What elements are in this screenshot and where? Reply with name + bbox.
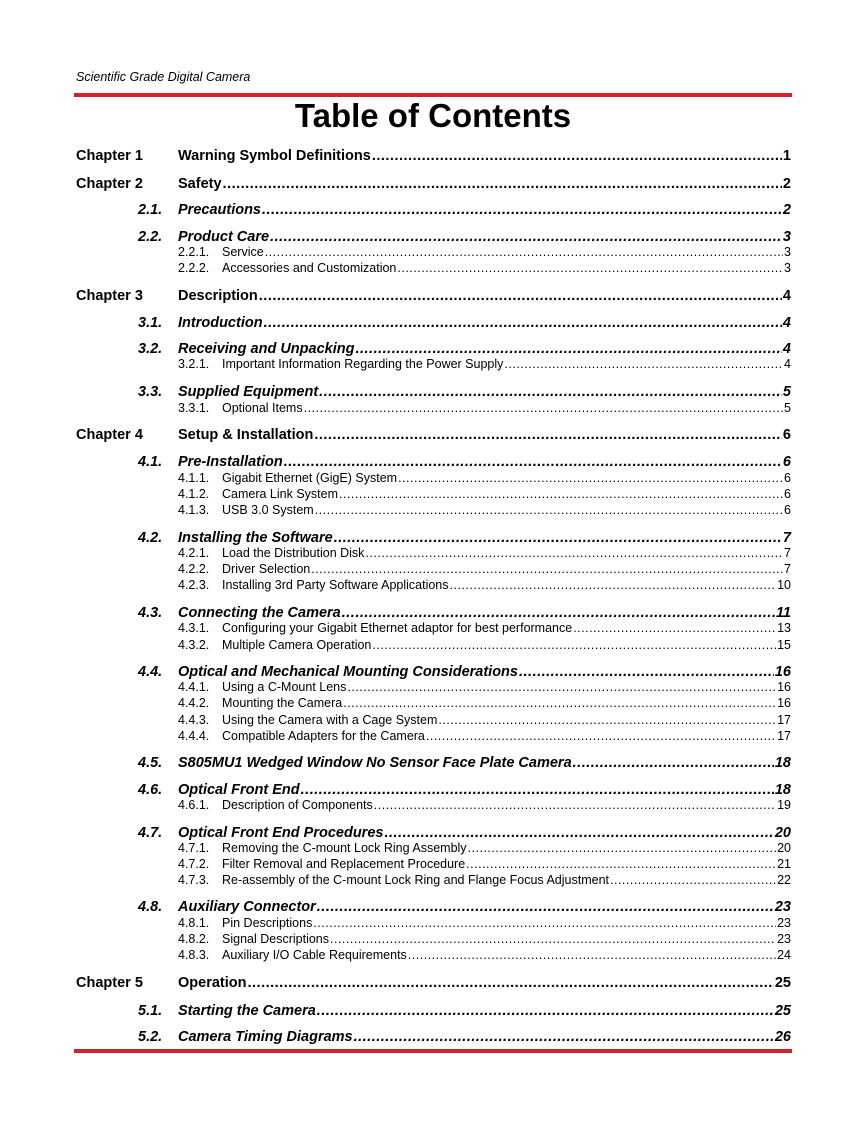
toc-entry-number-text: 5.1. <box>138 1003 163 1019</box>
toc-entry-number: 3.2.1. <box>178 357 210 371</box>
toc-dot-leader <box>408 948 776 962</box>
toc-dot-leader <box>573 621 776 635</box>
toc-entry[interactable] <box>76 315 791 331</box>
toc-entry-number: 3.3.1. <box>178 401 210 415</box>
toc-entry-number-text: 4.5. <box>138 755 163 771</box>
toc-entry-title: Setup & Installation <box>178 427 314 443</box>
toc-dot-leader <box>610 873 776 887</box>
running-header: Scientific Grade Digital Camera <box>76 70 251 84</box>
toc-entry-title: Warning Symbol Definitions <box>178 148 371 164</box>
toc-entry-title: Important Information Regarding the Power Supply <box>222 357 504 371</box>
toc-entry-title: Accessories and Customization <box>222 261 397 275</box>
toc-dot-leader <box>339 487 783 501</box>
toc-entry-number: 4.4.1. <box>178 680 210 694</box>
toc-dot-leader <box>342 605 775 621</box>
toc-entry-number-text: 4.6. <box>138 782 163 798</box>
toc-entry[interactable] <box>76 975 791 991</box>
toc-entry[interactable] <box>76 546 791 560</box>
toc-entry[interactable] <box>76 530 791 546</box>
toc-entry-title: Filter Removal and Replacement Procedure <box>222 857 466 871</box>
toc-entry-page: 18 <box>774 755 791 771</box>
toc-entry[interactable] <box>76 916 791 930</box>
toc-entry[interactable] <box>76 401 791 415</box>
toc-dot-leader <box>426 729 776 743</box>
toc-entry-page: 2 <box>782 176 791 192</box>
toc-dot-leader <box>334 530 782 546</box>
toc-entry[interactable] <box>76 932 791 946</box>
toc-entry-number: 4.3.1. <box>178 621 210 635</box>
toc-entry-number <box>76 229 178 245</box>
toc-entry-title: Receiving and Unpacking <box>178 341 355 357</box>
toc-entry-page: 6 <box>782 427 791 443</box>
toc-dot-leader <box>259 288 782 304</box>
toc-entry-number: Chapter 3 <box>76 288 143 304</box>
toc-entry-page: 20 <box>777 841 791 855</box>
toc-entry-number: 4.4.3. <box>178 713 210 727</box>
toc-entry[interactable] <box>76 357 791 371</box>
toc-entry[interactable] <box>76 899 791 915</box>
toc-entry-number: 4.4.4. <box>178 729 210 743</box>
toc-entry-number <box>76 605 178 621</box>
toc-dot-leader <box>504 357 783 371</box>
toc-entry-number: 4.1.1. <box>178 471 210 485</box>
toc-entry-page: 19 <box>777 798 791 812</box>
toc-entry-title: Signal Descriptions <box>222 932 329 946</box>
toc-entry[interactable] <box>76 841 791 855</box>
toc-entry-number: 4.8.3. <box>178 948 210 962</box>
toc-entry-title: Optical and Mechanical Mounting Considerations <box>178 664 518 680</box>
toc-entry-number: Chapter 4 <box>76 427 143 443</box>
toc-entry-number: 4.2.1. <box>178 546 210 560</box>
toc-entry-number: 2.2.2. <box>178 261 210 275</box>
toc-entry-title: Removing the C-mount Lock Ring Assembly <box>222 841 467 855</box>
toc-entry[interactable] <box>76 696 791 710</box>
toc-entry-title: Introduction <box>178 315 263 331</box>
toc-entry-number-text: 2.2. <box>138 229 163 245</box>
toc-entry[interactable] <box>76 1029 791 1045</box>
toc-entry-page: 25 <box>774 975 791 991</box>
toc-entry-title: Gigabit Ethernet (GigE) System <box>222 471 398 485</box>
toc-entry-number-text: 3.1. <box>138 315 163 331</box>
toc-entry-number: 4.7.2. <box>178 857 210 871</box>
toc-entry-number: 4.8.1. <box>178 916 210 930</box>
toc-entry-page: 4 <box>782 341 791 357</box>
toc-entry-page: 21 <box>777 857 791 871</box>
toc-entry[interactable] <box>76 664 791 680</box>
toc-entry-number <box>76 341 178 357</box>
toc-dot-leader <box>223 176 782 192</box>
toc-dot-leader <box>265 245 783 259</box>
toc-entry-number <box>76 899 178 915</box>
toc-entry[interactable] <box>76 487 791 501</box>
toc-entry-page: 17 <box>777 713 791 727</box>
toc-dot-leader <box>264 315 782 331</box>
toc-entry-page: 16 <box>777 696 791 710</box>
toc-dot-leader <box>397 261 783 275</box>
toc-dot-leader <box>573 755 774 771</box>
toc-entry[interactable] <box>76 680 791 694</box>
toc-dot-leader <box>384 825 773 841</box>
toc-entry-number-text: 4.2. <box>138 530 163 546</box>
toc-dot-leader <box>372 638 776 652</box>
toc-entry-number: Chapter 2 <box>76 176 143 192</box>
toc-dot-leader <box>301 782 774 798</box>
toc-entry-number: 4.2.2. <box>178 562 210 576</box>
toc-entry-number: 4.6.1. <box>178 798 210 812</box>
toc-entry[interactable] <box>76 638 791 652</box>
toc-dot-leader <box>519 664 774 680</box>
toc-dot-leader <box>450 578 777 592</box>
toc-entry[interactable] <box>76 471 791 485</box>
toc-entry-number <box>76 454 178 470</box>
toc-entry-number <box>76 1029 178 1045</box>
toc-entry[interactable] <box>76 562 791 576</box>
toc-entry[interactable] <box>76 621 791 635</box>
toc-entry-number-text: 3.2. <box>138 341 163 357</box>
toc-entry-page: 7 <box>784 562 791 576</box>
toc-entry-page: 13 <box>777 621 791 635</box>
toc-entry-title: Precautions <box>178 202 261 218</box>
toc-entry-title: Installing the Software <box>178 530 333 546</box>
toc-entry-title: Operation <box>178 975 247 991</box>
toc-entry-title: Pre-Installation <box>178 454 283 470</box>
toc-entry[interactable] <box>76 1003 791 1019</box>
toc-entry[interactable] <box>76 713 791 727</box>
toc-entry-title: Description of Components <box>222 798 373 812</box>
toc-entry-page: 4 <box>782 288 791 304</box>
toc-entry-number <box>76 202 178 218</box>
toc-entry[interactable] <box>76 798 791 812</box>
toc-dot-leader <box>314 427 782 443</box>
toc-entry-title: Camera Timing Diagrams <box>178 1029 353 1045</box>
toc-entry-page: 23 <box>777 932 791 946</box>
toc-entry[interactable] <box>76 948 791 962</box>
toc-entry-number-text: 5.2. <box>138 1029 163 1045</box>
toc-entry-number <box>76 1003 178 1019</box>
toc-entry-number <box>76 664 178 680</box>
toc-dot-leader <box>438 713 776 727</box>
toc-entry-page: 10 <box>777 578 791 592</box>
toc-entry-title: Optical Front End <box>178 782 300 798</box>
toc-entry-title: Using the Camera with a Cage System <box>222 713 438 727</box>
toc-entry-page: 7 <box>782 530 791 546</box>
toc-dot-leader <box>317 1003 774 1019</box>
toc-entry-title: Starting the Camera <box>178 1003 316 1019</box>
toc-entry[interactable] <box>76 857 791 871</box>
toc-entry-page: 1 <box>782 148 791 164</box>
toc-entry[interactable] <box>76 729 791 743</box>
toc-entry-number: 4.2.3. <box>178 578 210 592</box>
toc-entry-page: 20 <box>774 825 791 841</box>
toc-entry-page: 18 <box>774 782 791 798</box>
toc-entry-number <box>76 755 178 771</box>
toc-entry-page: 16 <box>774 664 791 680</box>
toc-entry-title: Supplied Equipment <box>178 384 319 400</box>
toc-entry-number-text: 2.1. <box>138 202 163 218</box>
toc-entry[interactable] <box>76 427 791 443</box>
toc-entry-number <box>76 384 178 400</box>
toc-entry-title: Optional Items <box>222 401 303 415</box>
toc-entry-title: Product Care <box>178 229 270 245</box>
toc-dot-leader <box>355 341 781 357</box>
toc-entry-title: Camera Link System <box>222 487 339 501</box>
toc-entry[interactable] <box>76 341 791 357</box>
toc-entry-title: Auxiliary I/O Cable Requirements <box>222 948 407 962</box>
toc-entry-title: Optical Front End Procedures <box>178 825 384 841</box>
toc-entry-page: 5 <box>784 401 791 415</box>
toc-entry-number-text: 4.8. <box>138 899 163 915</box>
toc-entry-page: 3 <box>782 229 791 245</box>
toc-entry-title: Pin Descriptions <box>222 916 313 930</box>
toc-entry-page: 2 <box>782 202 791 218</box>
toc-entry-page: 23 <box>777 916 791 930</box>
toc-entry-page: 16 <box>777 680 791 694</box>
toc-entry-page: 6 <box>784 487 791 501</box>
toc-entry-title: Compatible Adapters for the Camera <box>222 729 425 743</box>
toc-entry[interactable] <box>76 261 791 275</box>
toc-entry-number <box>76 530 178 546</box>
toc-dot-leader <box>262 202 782 218</box>
toc-dot-leader <box>468 841 777 855</box>
toc-entry[interactable] <box>76 782 791 798</box>
toc-entry-page: 5 <box>782 384 791 400</box>
toc-dot-leader <box>304 401 783 415</box>
toc-entry-number-text: 4.3. <box>138 605 163 621</box>
toc-dot-leader <box>354 1029 774 1045</box>
toc-entry[interactable] <box>76 384 791 400</box>
toc-dot-leader <box>343 696 776 710</box>
toc-entry-title: Service <box>222 245 264 259</box>
toc-dot-leader <box>315 503 783 517</box>
toc-entry-title: S805MU1 Wedged Window No Sensor Face Plate Camera <box>178 755 572 771</box>
toc-entry-page: 6 <box>782 454 791 470</box>
toc-entry[interactable] <box>76 176 791 192</box>
toc-dot-leader <box>311 562 783 576</box>
toc-entry-number <box>76 315 178 331</box>
toc-entry-title: Driver Selection <box>222 562 311 576</box>
toc-dot-leader <box>313 916 776 930</box>
toc-entry-page: 25 <box>774 1003 791 1019</box>
toc-entry-number-text: 4.4. <box>138 664 163 680</box>
toc-dot-leader <box>372 148 782 164</box>
toc-entry-title: Description <box>178 288 258 304</box>
toc-entry[interactable] <box>76 873 791 887</box>
toc-entry-number-text: 3.3. <box>138 384 163 400</box>
toc-entry-page: 15 <box>777 638 791 652</box>
toc-entry-number-text: 4.1. <box>138 454 163 470</box>
toc-dot-leader <box>330 932 776 946</box>
page-title: Table of Contents <box>294 97 572 134</box>
toc-dot-leader <box>347 680 776 694</box>
toc-entry-page: 4 <box>782 315 791 331</box>
toc-entry-page: 4 <box>784 357 791 371</box>
toc-dot-leader <box>247 975 773 991</box>
toc-entry-title: Connecting the Camera <box>178 605 341 621</box>
toc-dot-leader <box>284 454 782 470</box>
toc-entry-page: 22 <box>777 873 791 887</box>
toc-entry-page: 24 <box>777 948 791 962</box>
toc-entry-page: 6 <box>784 471 791 485</box>
toc-entry-number: 4.3.2. <box>178 638 210 652</box>
toc-entry-number: 4.1.2. <box>178 487 210 501</box>
toc-entry-title: Auxiliary Connector <box>178 899 316 915</box>
toc-entry-number: 4.4.2. <box>178 696 210 710</box>
toc-entry-title: Load the Distribution Disk <box>222 546 365 560</box>
toc-entry-title: Re-assembly of the C-mount Lock Ring and Flange Focus Adjustment <box>222 873 609 887</box>
toc-dot-leader <box>317 899 774 915</box>
toc-entry[interactable] <box>76 245 791 259</box>
toc-entry-title: Safety <box>178 176 222 192</box>
toc-dot-leader <box>398 471 783 485</box>
toc-entry-page: 17 <box>777 729 791 743</box>
toc-dot-leader <box>270 229 782 245</box>
toc-entry[interactable] <box>76 148 791 164</box>
toc-entry-page: 3 <box>784 261 791 275</box>
toc-entry[interactable] <box>76 755 791 771</box>
toc-entry-number: Chapter 5 <box>76 975 143 991</box>
toc-entry-number: 4.7.3. <box>178 873 210 887</box>
toc-entry-page: 3 <box>784 245 791 259</box>
toc-entry-page: 11 <box>775 605 791 621</box>
toc-dot-leader <box>374 798 776 812</box>
toc-entry-number: 2.2.1. <box>178 245 210 259</box>
footer-rule <box>74 1049 792 1053</box>
toc-entry-number: 4.1.3. <box>178 503 210 517</box>
toc-entry-page: 7 <box>784 546 791 560</box>
toc-entry[interactable] <box>76 605 791 621</box>
toc-entry-number <box>76 825 178 841</box>
toc-dot-leader <box>365 546 783 560</box>
toc-entry-number <box>76 782 178 798</box>
toc-entry-number: Chapter 1 <box>76 148 143 164</box>
toc-entry[interactable] <box>76 825 791 841</box>
toc-entry[interactable] <box>76 229 791 245</box>
toc-entry[interactable] <box>76 578 791 592</box>
toc-entry[interactable] <box>76 503 791 517</box>
toc-dot-leader <box>319 384 782 400</box>
toc-entry[interactable] <box>76 288 791 304</box>
toc-entry-page: 26 <box>774 1029 791 1045</box>
toc-entry-title: USB 3.0 System <box>222 503 314 517</box>
toc-entry-number: 4.8.2. <box>178 932 210 946</box>
toc-entry[interactable] <box>76 202 791 218</box>
toc-entry-number: 4.7.1. <box>178 841 210 855</box>
toc-entry-title: Mounting the Camera <box>222 696 343 710</box>
toc-dot-leader <box>466 857 776 871</box>
toc-entry-title: Using a C-Mount Lens <box>222 680 347 694</box>
toc-entry[interactable] <box>76 454 791 470</box>
toc-entry-page: 23 <box>774 899 791 915</box>
toc-entry-page: 6 <box>784 503 791 517</box>
toc-entry-title: Configuring your Gigabit Ethernet adaptor for best performance <box>222 621 573 635</box>
toc-entry-number-text: 4.7. <box>138 825 163 841</box>
toc-entry-title: Multiple Camera Operation <box>222 638 372 652</box>
toc-entry-title: Installing 3rd Party Software Applications <box>222 578 449 592</box>
